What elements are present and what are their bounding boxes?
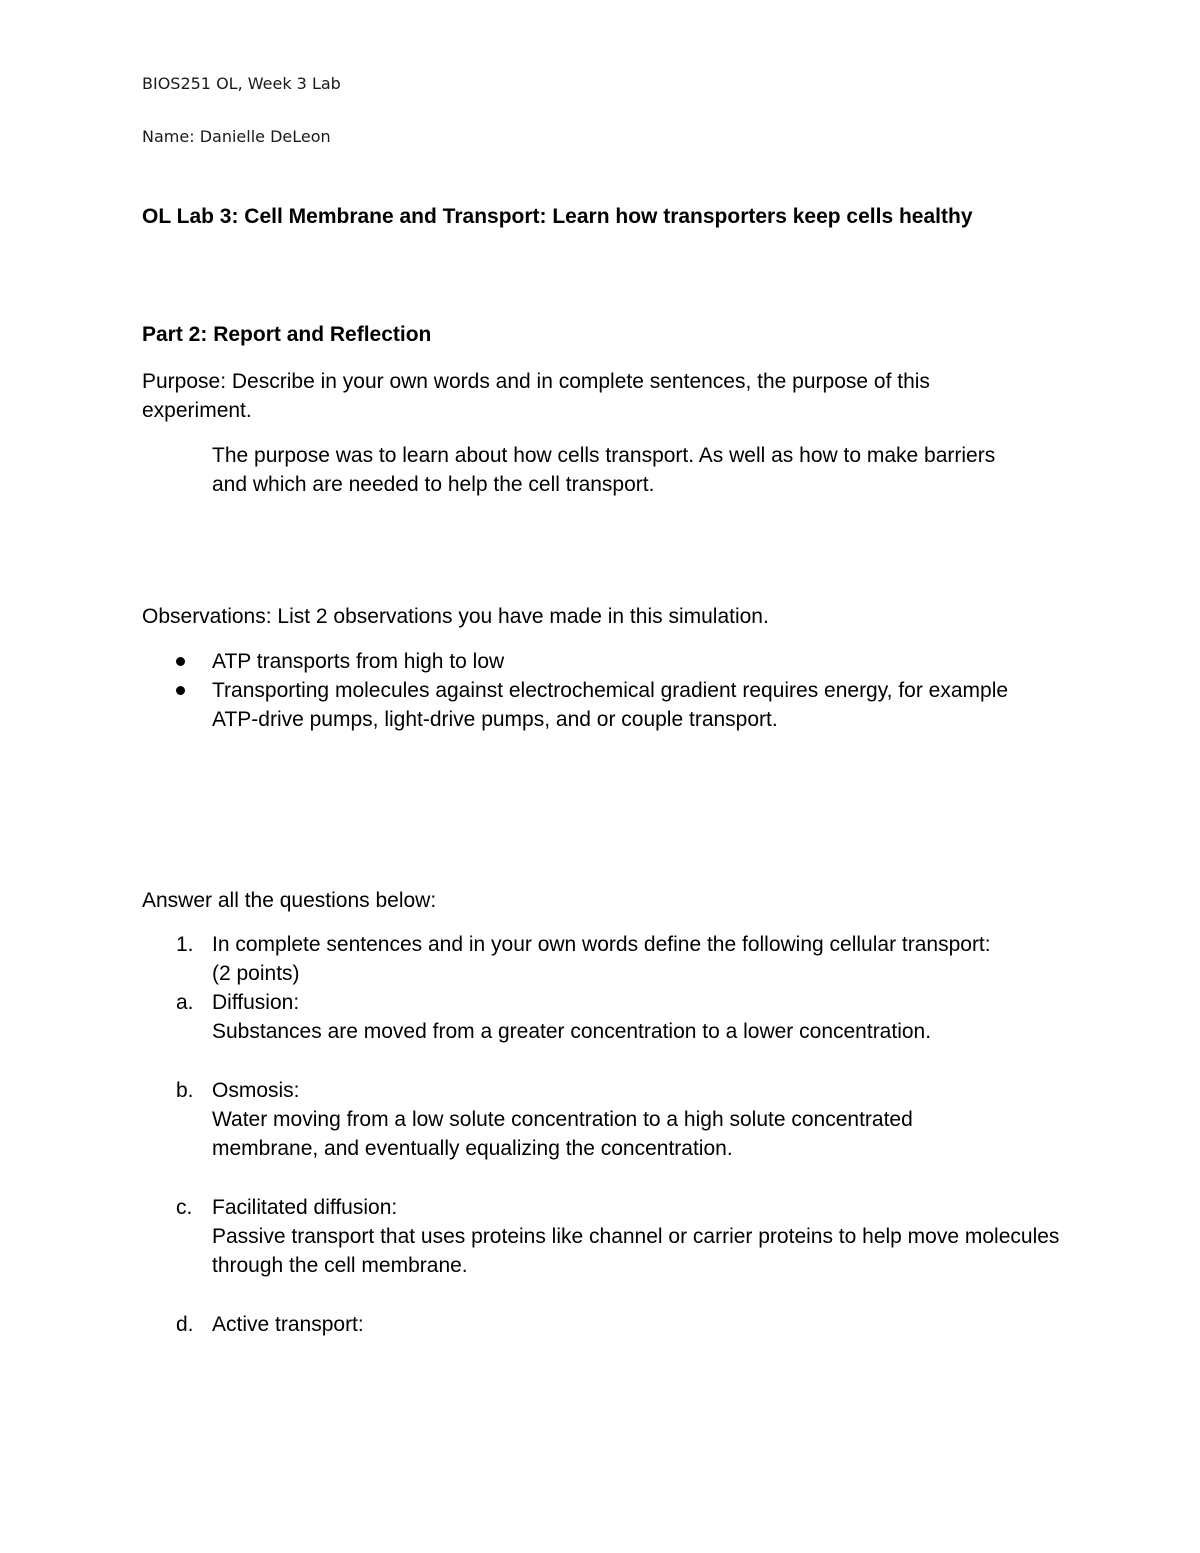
term-answer: Substances are moved from a greater concentration to a lower concentration. [212, 1020, 932, 1043]
purpose-answer: The purpose was to learn about how cells transport. As well as how to make barriers and which are needed to help the cell transport. [212, 444, 996, 496]
term-answer: Water moving from a low solute concentration to a high solute concentrated membrane, and eventually equalizing the concentration. [212, 1108, 913, 1160]
questions-intro: Answer all the questions below: [142, 889, 437, 912]
part2-heading: Part 2: Report and Reflection [142, 323, 432, 346]
course-header: BIOS251 OL, Week 3 Lab [142, 74, 341, 93]
observation-item: ATP transports from high to low [212, 650, 505, 673]
question-text: In complete sentences and in your own words define the following cellular transport: (2 points) [212, 933, 991, 985]
name-value: Danielle DeLeon [199, 127, 331, 146]
item-marker: c. [176, 1196, 193, 1219]
bullet-icon [176, 657, 185, 666]
term-label: Active transport: [212, 1313, 364, 1336]
bullet-icon [176, 686, 185, 695]
observations-prompt: Observations: List 2 observations you have made in this simulation. [142, 605, 769, 628]
observation-item: Transporting molecules against electrochemical gradient requires energy, for example ATP-drive pumps, light-drive pumps, and or couple transport. [212, 679, 1009, 731]
purpose-prompt: Purpose: Describe in your own words and in complete sentences, the purpose of this experiment. [142, 370, 930, 422]
item-marker: b. [176, 1079, 194, 1102]
term-label: Diffusion: [212, 991, 300, 1014]
term-label: Osmosis: [212, 1079, 300, 1102]
item-marker: a. [176, 991, 194, 1014]
question-number: 1. [176, 933, 194, 956]
lab-title: OL Lab 3: Cell Membrane and Transport: Learn how transporters keep cells healthy [142, 205, 973, 228]
term-label: Facilitated diffusion: [212, 1196, 398, 1219]
name-label: Name: [142, 127, 195, 146]
item-marker: d. [176, 1313, 194, 1336]
student-name-line [142, 127, 331, 146]
term-answer: Passive transport that uses proteins like channel or carrier proteins to help move molecules through the cell membrane. [212, 1225, 1060, 1277]
